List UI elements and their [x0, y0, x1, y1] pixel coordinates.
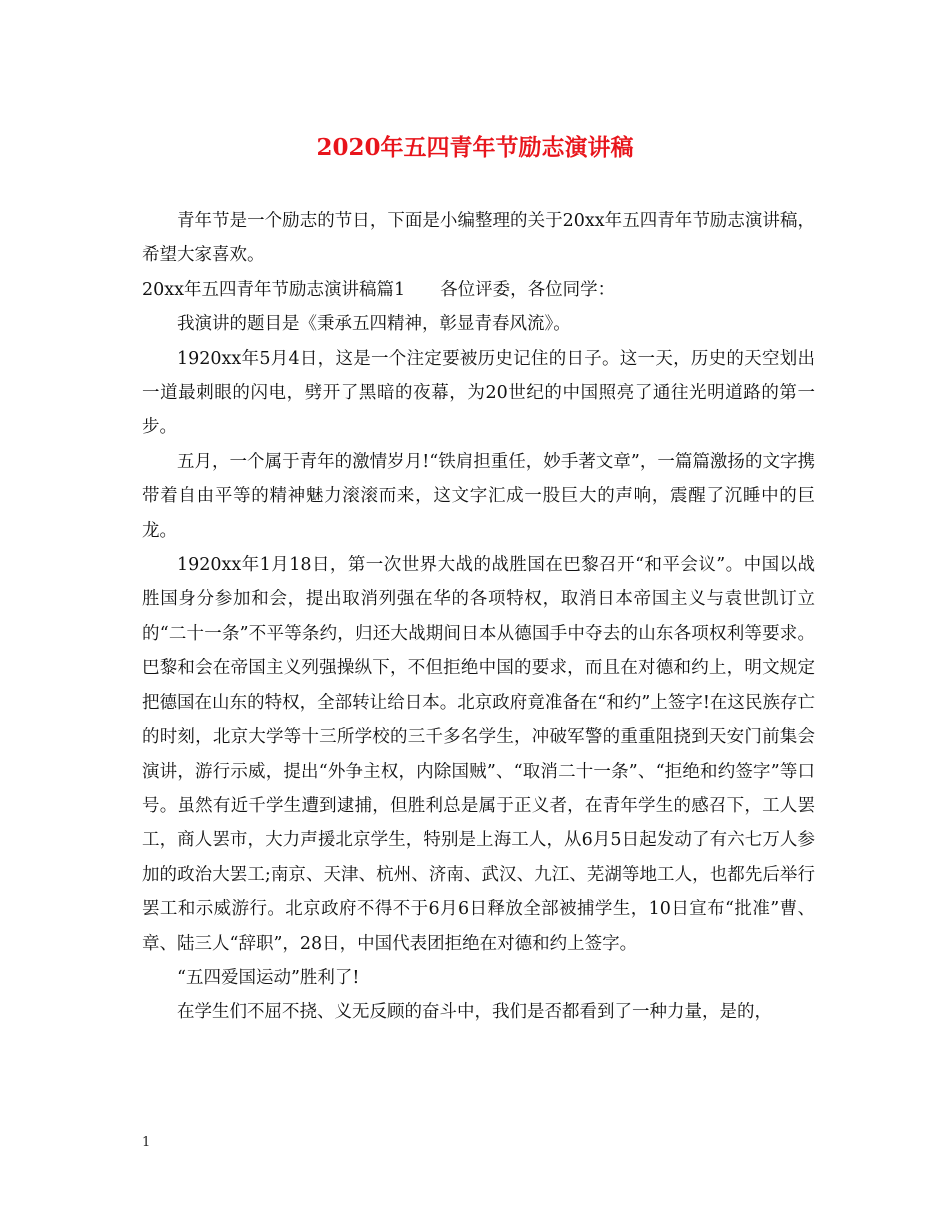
intro-paragraph: 青年节是一个励志的节日，下面是小编整理的关于20xx年五四青年节励志演讲稿，希望大家喜欢。 — [142, 211, 815, 266]
document-body — [142, 204, 815, 1030]
document-title: 2020年五四青年节励志演讲稿 — [316, 134, 634, 161]
history-date-paragraph: 1920xx年5月4日，这是一个注定要被历史记住的日子。这一天，历史的天空划出一道最刺眼的闪电，劈开了黑暗的夜幕，为20世纪的中国照亮了通往光明道路的第一步。 — [142, 348, 815, 438]
page-number: 1 — [142, 1135, 151, 1150]
section-heading-paragraph: 20xx年五四青年节励志演讲稿篇1 各位评委，各位同学： — [142, 279, 616, 300]
may-youth-paragraph: 五月，一个属于青年的激情岁月!“铁肩担重任，妙手著文章”，一篇篇激扬的文字携带着自由平等的精神魅力滚滚而来，这文字汇成一股巨大的声响，震醒了沉睡中的巨龙。 — [142, 451, 815, 541]
paris-conference-paragraph: 1920xx年1月18日，第一次世界大战的战胜国在巴黎召开“和平会议”。中国以战胜国身分参加和会，提出取消列强在华的各项特权，取消日本帝国主义与袁世凯订立的“二十一条”不平等条约，归还大战期间日本从德国手中夺去的山东各项权利等要求。巴黎和会在帝国主义列强操纵下，不但拒绝中国的要求，而且在对德和约上，明文规定把德国在山东的特权，全部转让给日本。北京政府竟准备在“和约”上签字!在这民族存亡的时刻，北京大学等十三所学校的三千多名学生，冲破军警的重重阻挠到天安门前集会演讲，游行示威，提出“外争主权，内除国贼”、“取消二十一条”、“拒绝和约签字”等口号。虽然有近千学生遭到逮捕，但胜利总是属于正义者，在青年学生的感召下，工人罢工，商人罢市，大力声援北京学生，特别是上海工人，从6月5日起发动了有六七万人参加的政治大罢工;南京、天津、杭州、济南、武汉、九江、芜湖等地工人，也都先后举行罢工和示威游行。北京政府不得不于6月6日释放全部被捕学生，10日宣布“批准”曹、章、陆三人“辞职”，28日，中国代表团拒绝在对德和约上签字。 — [142, 555, 815, 954]
movement-victory-paragraph: “五四爱国运动”胜利了! — [177, 967, 360, 988]
student-struggle-paragraph: 在学生们不屈不挠、义无反顾的奋斗中，我们是否都看到了一种力量，是的， — [177, 1002, 772, 1023]
speech-topic-paragraph: 我演讲的题目是《秉承五四精神，彰显青春风流》。 — [177, 314, 571, 335]
